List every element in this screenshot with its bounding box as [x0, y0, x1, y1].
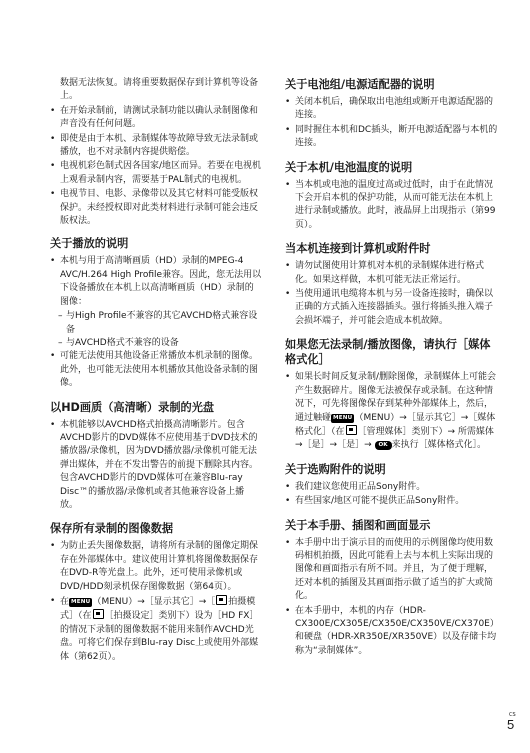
menu-icon: MENU	[333, 414, 353, 421]
section-heading-manual: 关于本手册、插图和画面显示	[285, 518, 431, 532]
intro-continuation: 数据无法恢复。请将重要数据保存到计算机等设备上。	[60, 78, 259, 102]
save-data-text-1: 在	[60, 597, 70, 607]
playback-dash-avchd: – 与AVCHD格式不兼容的设备	[50, 337, 262, 350]
page-number: 5	[507, 717, 515, 732]
accessories-bullet-availability: • 有些国家/地区可能不提供正品Sony附件。	[285, 495, 500, 508]
manage-media-category-icon	[346, 425, 357, 435]
save-data-text-3: 拍摄模式］（在	[60, 597, 256, 622]
save-data-bullet-hdfx	[50, 595, 262, 664]
manual-bullet-recording-media: • 在本手册中，本机的内存（HDR-CX300E/CX305E/CX350E/CX350VE/CX370E）和硬盘（HDR-XR350E/XR350VE）以及存储卡均称为“录制媒体”。	[285, 605, 500, 659]
intro-bullet-pal: • 电视机彩色制式因各国家/地区而异。若要在电视机上观看录制内容，需要基于PAL制式的电视机。	[50, 160, 262, 187]
camera-category-icon	[93, 609, 104, 619]
language-code: CS	[509, 712, 516, 718]
accessories-bullet-genuine: • 我们建议您使用正品Sony附件。	[285, 481, 500, 494]
playback-dash-high-profile: – 与High Profile不兼容的其它AVCHD格式兼容设备	[50, 310, 262, 337]
section-heading-connect-computer: 当本机连接到计算机或附件时	[285, 242, 431, 256]
intro-bullet-no-compensation: • 即使是由于本机、录制媒体等故障导致无法录制或播放，也不对录制内容提供赔偿。	[50, 133, 262, 160]
media-format-text-1: 如果长时间反复录制/删除图像，录制媒体上可能会产生数据碎片。图像无法被保存或录制。在这种情况下，可先将图像保存到某种外部媒体上，然后，通过触碰	[295, 372, 497, 423]
menu-icon: MENU	[71, 599, 91, 605]
intro-bullet-test: • 在开始录制前，请测试录制功能以确认录制图像和声音没有任何问题。	[50, 105, 262, 132]
connect-bullet-cable: • 当使用通讯电缆将本机与另一设备连接时，确保以正确的方式插入连接器插头。强行将插头推入端子会损坏端子，并可能会造成本机故障。	[285, 288, 500, 328]
section-heading-media-format: 如果您无法录制/播放图像，请执行［媒体格式化］	[285, 338, 491, 367]
battery-bullet-disconnect: • 同时握住本机和DC插头，断开电源适配器与本机的连接。	[285, 124, 500, 151]
section-heading-save-data: 保存所有录制的图像数据	[50, 522, 174, 536]
playback-bullet-profile: • 本机与用于高清晰画质（HD）录制的MPEG-4 AVC/H.264 High Profile兼容。因此，您无法用以下设备播放在本机上以高清晰画质（HD）录制的图像：	[50, 255, 262, 309]
section-heading-accessories: 关于选购附件的说明	[285, 462, 386, 476]
section-heading-hd-discs: 以HD画质（高清晰）录制的光盘	[50, 400, 215, 414]
manual-bullet-images: • 本手册中出于演示目的而使用的示例图像均使用数码相机拍摄，因此可能看上去与本机上实际出现的图像和画面指示有所不同。并且，为了便于理解，还对本机的插图及其画面指示做了适当的扩大或简化。	[285, 537, 500, 604]
media-format-text-2: （MENU）→［显示其它］→［媒体格式化］（在	[295, 412, 496, 437]
temperature-bullet: • 当本机或电池的温度过高或过低时，由于在此情况下会开启本机的保护功能，从而可能无法在本机上进行录制或播放。此时，液晶屏上出现指示（第99页）。	[285, 179, 500, 233]
save-data-text-2: （MENU）→［显示其它］→［	[92, 597, 216, 607]
media-format-bullet	[285, 371, 500, 452]
connect-bullet-format: • 请勿试图使用计算机对本机的录制媒体进行格式化。如果这样做，本机可能无法正常运行。	[285, 260, 500, 287]
section-heading-battery-adaptor: 关于电池组/电源适配器的说明	[285, 78, 435, 91]
hd-disc-bullet: • 本机能够以AVCHD格式拍摄高清晰影片。包含AVCHD影片的DVD媒体不应使用基于DVD技术的播放器/录像机，因为DVD播放器/录像机可能无法弹出媒体，并在不发出警告的前提下删除其内容。包含AVCHD影片的DVD媒体可在兼容Blu-ray Disc™的播放器/录像机或者其他兼容设备上播放。	[50, 419, 262, 513]
battery-bullet-remove: • 关闭本机后，确保取出电池组或断开电源适配器的连接。	[285, 96, 500, 123]
section-heading-temperature: 关于本机/电池温度的说明	[285, 160, 413, 174]
ok-icon: OK	[375, 441, 392, 450]
playback-bullet-other-devices: • 可能无法使用其他设备正常播放本机录制的图像。此外，也可能无法使用本机播放其他设备录制的图像。	[50, 350, 262, 390]
intro-bullet-copyright: • 电视节目、电影、录像带以及其它材料可能受版权保护。未经授权即对此类材料进行录制可能会违反版权法。	[50, 188, 262, 228]
media-format-text-3: ［管理媒体］类别下）→ 所需媒体 →［是］→［是］→	[295, 426, 494, 451]
section-heading-playback: 关于播放的说明	[50, 237, 129, 251]
save-data-bullet-backup: • 为防止丢失图像数据，请将所有录制的图像定期保存在外部媒体中。建议使用计算机将图像数据保存在DVD-R等光盘上。此外，还可使用录像机或DVD/HDD刻录机保存图像数据（第64页）。	[50, 540, 262, 594]
record-mode-icon	[216, 595, 227, 605]
save-data-text-4: ［拍摄设定］类别下）设为［HD FX］的情况下录制的图像数据不能用来制作AVCHD光盘。可将它们保存到Blu-ray Disc上或使用外部媒体（第62页）。	[60, 611, 259, 662]
right-column	[285, 77, 500, 667]
left-column	[50, 77, 262, 673]
media-format-text-4: 来执行［媒体格式化］。	[391, 440, 487, 451]
